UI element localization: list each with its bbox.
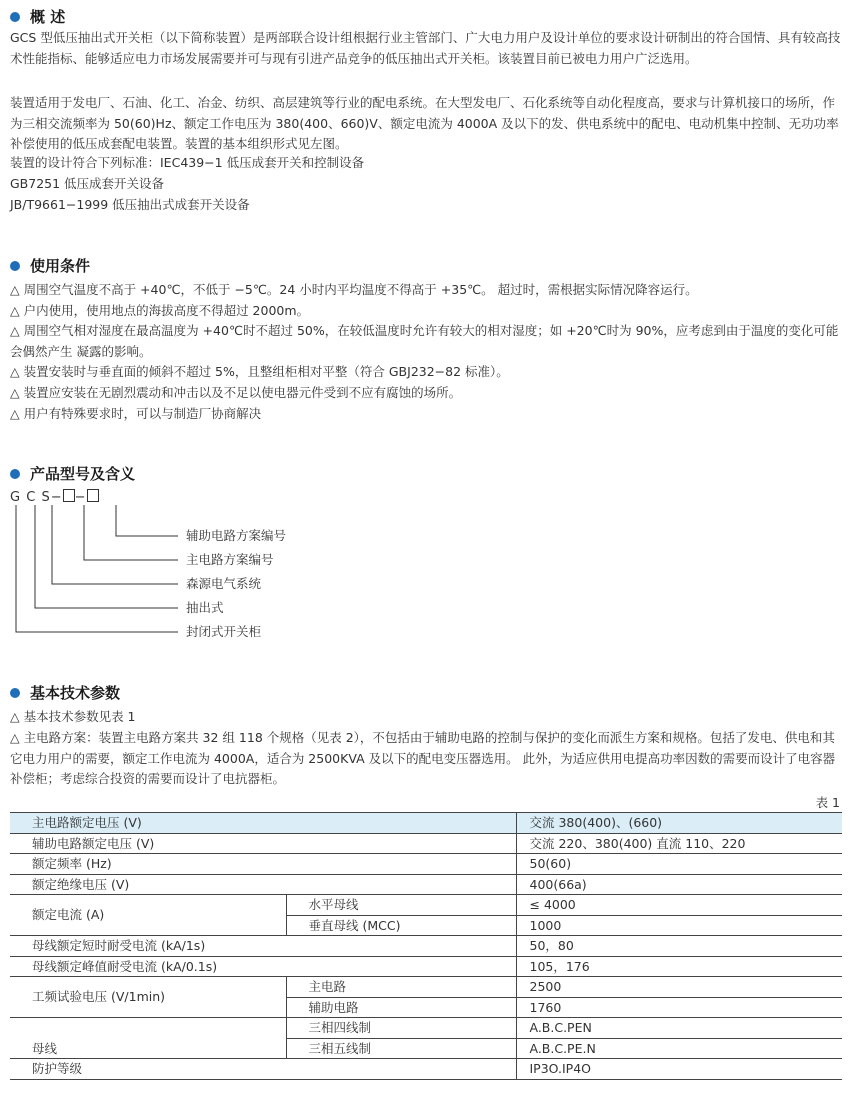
model-heading: [10, 463, 135, 484]
bullet-dot-icon: [10, 261, 20, 271]
table-cell: 辅助电路额定电压 (V): [10, 833, 516, 854]
table-cell: 垂直母线 (MCC): [286, 915, 516, 936]
overview-paragraph-2: 装置适用于发电厂、石油、化工、冶金、纺织、高层建筑等行业的配电系统。在大型发电厂、石化系统等自动化程度高，要求与计算机接口的场所，作为三相交流频率为 50(60)Hz、额定工作电压为 380(400、660)V、额定电流为 4000A 及以下的发、供电系统中的配电、电动机集中控制、无功功率补偿使用的低压成套配电装置。装置的基本组织形式见左图。: [10, 95, 839, 151]
table-row: [10, 977, 842, 998]
code-dash: −: [50, 490, 63, 505]
table-cell: 50(60): [516, 854, 842, 875]
condition-3: △ 周围空气相对湿度在最高温度为 +40℃时不超过 50%，在较低温度时允许有较大的相对湿度；如 +20℃时为 90%，应考虑到由于温度的变化可能会偶然产生 凝露的影响。: [10, 323, 839, 359]
table-cell: IP3O.IP4O: [516, 1059, 842, 1080]
code-letter-c: C: [26, 490, 37, 505]
code-dash: −: [74, 490, 87, 505]
table-cell: 1000: [516, 915, 842, 936]
code-letter-s: S: [41, 490, 51, 505]
table-cell: 400(66a): [516, 874, 842, 895]
table-row: [10, 1059, 842, 1080]
params-paragraph-2: △ 主电路方案：装置主电路方案共 32 组 118 个规格（见表 2），不包括由于辅助电路的控制与保护的变化而派生方案和规格。包括了发电、供电和其它电力用户的需要，额定工作电流为 4000A，适合为 2500KVA 及以下的配电变压器选用。 此外，为适应供用电提高功率因数的需要而设计了电容器补偿柜；考虑综合投资的需要而设计了电抗器柜。: [10, 730, 836, 786]
tech-params-table: [10, 812, 842, 1080]
table-cell: 额定电流 (A): [10, 895, 286, 936]
bullet-dot-icon: [10, 688, 20, 698]
model-code-diagram: [0, 500, 320, 645]
table-cell: 主电路额定电压 (V): [10, 813, 516, 834]
conditions-title: 使用条件: [30, 257, 91, 275]
condition-2: △ 户内使用，使用地点的海拔高度不得超过 2000m。: [10, 303, 310, 318]
standard-line-2: GB7251 低压成套开关设备: [10, 176, 165, 191]
table-cell: 母线额定峰值耐受电流 (kA/0.1s): [10, 956, 516, 977]
table-row: [10, 1018, 842, 1039]
standard-line-3: JB/T9661−1999 低压抽出式成套开关设备: [10, 197, 250, 212]
bullet-dot-icon: [10, 12, 20, 22]
model-label-system: 森源电气系统: [186, 576, 262, 591]
table-row: [10, 874, 842, 895]
table-row: [10, 833, 842, 854]
table-cell: 2500: [516, 977, 842, 998]
model-label-main-circuit: 主电路方案编号: [186, 552, 274, 567]
overview-title: 概 述: [30, 8, 66, 26]
table-row: [10, 854, 842, 875]
standard-line-1: 装置的设计符合下列标准：IEC439−1 低压成套开关和控制设备: [10, 155, 365, 170]
table-cell: 辅助电路: [286, 997, 516, 1018]
table-cell: 额定绝缘电压 (V): [10, 874, 516, 895]
overview-heading: [10, 6, 65, 27]
model-title: 产品型号及含义: [30, 465, 136, 483]
table-row: [10, 895, 842, 916]
table-cell: 母线额定短时耐受电流 (kA/1s): [10, 936, 516, 957]
table-cell: 交流 380(400)、(660): [516, 813, 842, 834]
overview-paragraph-1: GCS 型低压抽出式开关柜（以下简称装置）是两部联合设计组根据行业主管部门、广大电力用户及设计单位的要求设计研制出的符合国情、具有较高技术性能指标、能够适应电力市场发展需要并可与现有引进产品竞争的低压抽出式开关柜。该装置目前已被电力用户广泛选用。: [10, 30, 841, 66]
table-cell: 主电路: [286, 977, 516, 998]
model-label-withdrawable: 抽出式: [186, 600, 224, 615]
condition-5: △ 装置应安装在无剧烈震动和冲击以及不足以使电器元件受到不应有腐蚀的场所。: [10, 385, 462, 400]
table-cell: 1760: [516, 997, 842, 1018]
table-cell: 三相五线制: [286, 1038, 516, 1059]
table-cell: 额定频率 (Hz): [10, 854, 516, 875]
bullet-dot-icon: [10, 469, 20, 479]
params-title: 基本技术参数: [30, 684, 121, 702]
table-cell: A.B.C.PEN: [516, 1018, 842, 1039]
conditions-heading: [10, 255, 90, 276]
table-cell: 三相四线制: [286, 1018, 516, 1039]
table-cell: 防护等级: [10, 1059, 516, 1080]
table-cell: 交流 220、380(400) 直流 110、220: [516, 833, 842, 854]
params-line-1: △ 基本技术参数见表 1: [10, 709, 136, 724]
table-row: [10, 956, 842, 977]
model-label-aux-circuit: 辅助电路方案编号: [186, 528, 287, 543]
condition-1: △ 周围空气温度不高于 +40℃，不低于 −5℃。24 小时内平均温度不得高于 +35℃。 超过时，需根据实际情况降容运行。: [10, 282, 698, 297]
table-cell: 105，176: [516, 956, 842, 977]
model-label-enclosed: 封闭式开关柜: [186, 624, 262, 639]
table-row: [10, 936, 842, 957]
table-caption: 表 1: [815, 795, 840, 810]
table-cell: 母线: [10, 1018, 286, 1059]
table-cell: ≤ 4000: [516, 895, 842, 916]
table-cell: 50，80: [516, 936, 842, 957]
condition-6: △ 用户有特殊要求时，可以与制造厂协商解决: [10, 406, 262, 421]
table-cell: 工频试验电压 (V/1min): [10, 977, 286, 1018]
table-row: [10, 813, 842, 834]
condition-4: △ 装置安装时与垂直面的倾斜不超过 5%，且整组柜相对平整（符合 GBJ232−82 标准）。: [10, 364, 509, 379]
table-cell: A.B.C.PE.N: [516, 1038, 842, 1059]
code-letter-g: G: [10, 490, 22, 505]
params-heading: [10, 682, 120, 703]
table-cell: 水平母线: [286, 895, 516, 916]
